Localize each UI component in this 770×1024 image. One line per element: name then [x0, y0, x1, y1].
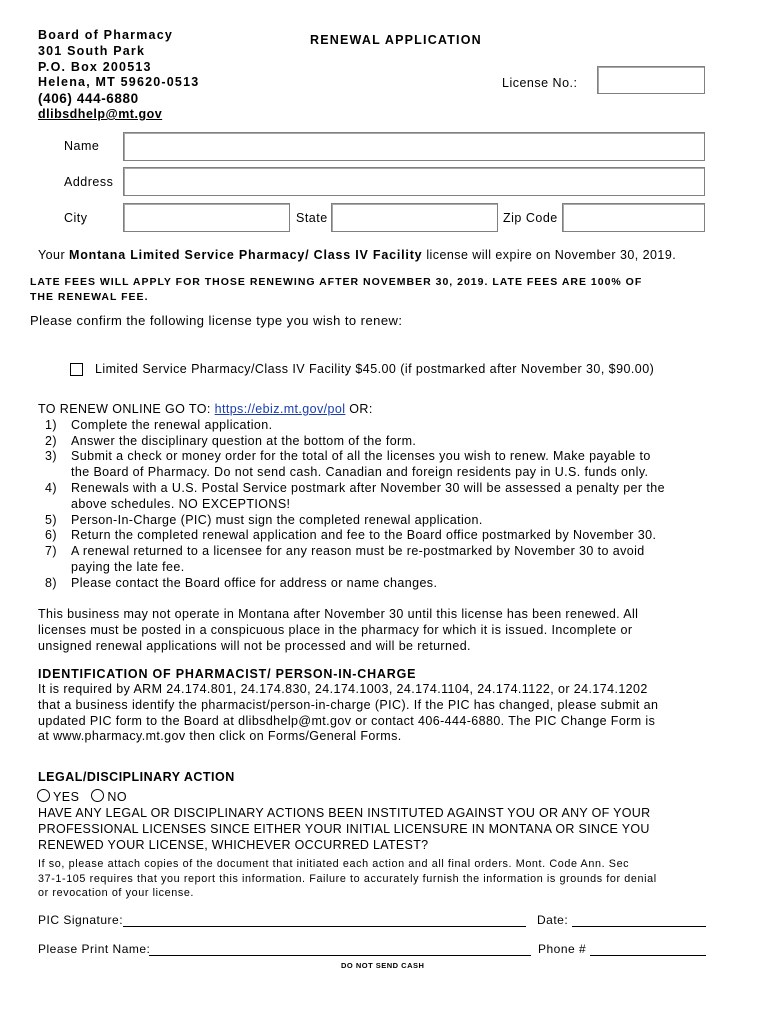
step-number: 8) — [45, 575, 57, 590]
step-number: 6) — [45, 528, 57, 543]
org-line: P.O. Box 200513 — [38, 59, 152, 74]
step-text: A renewal returned to a licensee for any reason must be re-postmarked by November 30 to avoid — [71, 544, 645, 559]
state-label: State — [296, 211, 328, 225]
business-notice — [38, 607, 638, 654]
yes-radio[interactable] — [37, 789, 50, 802]
pic-signature-label: PIC Signature: — [38, 913, 124, 927]
board-phone: (406) 444-6880 — [38, 91, 139, 107]
notice-line: unsigned renewal applications will not be processed and will be returned. — [38, 638, 471, 653]
legal-question — [38, 806, 650, 853]
pic-line: at www.pharmacy.mt.gov then click on Forms/General Forms. — [38, 729, 402, 744]
step-number: 1) — [45, 417, 57, 432]
late-fees-line: LATE FEES WILL APPLY FOR THOSE RENEWING AFTER NOVEMBER 30, 2019. LATE FEES ARE 100% OF — [30, 276, 643, 288]
notice-line: licenses must be posted in a conspicuous place in the pharmacy for which it is issued. Incomplete or — [38, 622, 633, 637]
step-text: Submit a check or money order for the total of all the licenses you wish to renew. Make payable to — [71, 449, 651, 464]
confirm-instruction: Please confirm the following license type you wish to renew: — [30, 313, 403, 328]
expire-prefix: Your — [38, 248, 69, 262]
pic-line: that a business identify the pharmacist/person-in-charge (PIC). If the PIC has changed, please submit an — [38, 697, 659, 712]
org-line: Helena, MT 59620-0513 — [38, 75, 200, 90]
license-type-checkbox[interactable] — [70, 363, 83, 376]
city-label: City — [64, 211, 88, 225]
city-input[interactable] — [123, 203, 290, 232]
footer-notice: DO NOT SEND CASH — [341, 961, 425, 970]
question-line: RENEWED YOUR LICENSE, WHICHEVER OCCURRED LATEST? — [38, 837, 429, 852]
print-name-label: Please Print Name: — [38, 942, 151, 956]
note-line: or revocation of your license. — [38, 887, 195, 900]
pic-heading: IDENTIFICATION OF PHARMACIST/ PERSON-IN-CHARGE — [38, 667, 417, 681]
online-renew-line — [38, 402, 373, 418]
date-line[interactable] — [572, 926, 706, 927]
step-text: paying the late fee. — [71, 559, 185, 574]
expiration-notice — [38, 248, 676, 262]
no-label: NO — [107, 790, 128, 804]
step-number: 5) — [45, 512, 57, 527]
online-renew-link[interactable]: https://ebiz.mt.gov/pol — [214, 402, 346, 416]
license-type-label: Limited Service Pharmacy/Class IV Facility $45.00 (if postmarked after November 30, $90.00) — [95, 362, 655, 376]
step-text: the Board of Pharmacy. Do not send cash. Canadian and foreign residents pay in U.S. funds only. — [71, 465, 649, 480]
board-address-block — [38, 28, 199, 123]
step-text: Return the completed renewal application and fee to the Board office postmarked by November 30. — [71, 528, 657, 543]
step-text: Renewals with a U.S. Postal Service postmark after November 30 will be assessed a penalty per the — [71, 480, 665, 495]
note-line: 37-1-105 requires that you report this information. Failure to accurately furnish the information is grounds for denial — [38, 872, 657, 885]
step-text: Answer the disciplinary question at the bottom of the form. — [71, 433, 417, 448]
question-line: HAVE ANY LEGAL OR DISCIPLINARY ACTIONS BEEN INSTITUTED AGAINST YOU OR ANY OF YOUR — [38, 806, 651, 820]
step-number: 2) — [45, 433, 57, 448]
org-line: 301 South Park — [38, 43, 146, 58]
note-line: If so, please attach copies of the document that initiated each action and all final orders. Mont. Code Ann. Sec — [38, 858, 630, 870]
online-suffix: OR: — [345, 402, 373, 416]
name-input[interactable] — [123, 132, 705, 161]
address-input[interactable] — [123, 167, 705, 196]
pic-line: updated PIC form to the Board at dlibsdhelp@mt.gov or contact 406-444-6880. The PIC Change Form is — [38, 713, 656, 728]
legal-heading: LEGAL/DISCIPLINARY ACTION — [38, 770, 235, 784]
name-label: Name — [64, 139, 100, 153]
step-text: Person-In-Charge (PIC) must sign the completed renewal application. — [71, 512, 483, 527]
org-line: Board of Pharmacy — [38, 28, 174, 42]
form-title: RENEWAL APPLICATION — [310, 33, 482, 47]
pic-line: It is required by ARM 24.174.801, 24.174.830, 24.174.1003, 24.174.1104, 24.174.1122, or 24.174.1202 — [38, 682, 648, 696]
step-number: 7) — [45, 544, 57, 559]
state-input[interactable] — [331, 203, 498, 232]
notice-line: This business may not operate in Montana after November 30 until this license has been renewed. All — [38, 607, 639, 621]
date-label: Date: — [537, 913, 569, 927]
legal-note — [38, 857, 657, 901]
pic-paragraph — [38, 682, 658, 745]
yes-label: YES — [53, 790, 80, 804]
step-number: 3) — [45, 449, 57, 464]
step-number: 4) — [45, 480, 57, 495]
online-prefix: TO RENEW ONLINE GO TO: — [38, 402, 215, 416]
zip-input[interactable] — [562, 203, 705, 232]
step-text: Please contact the Board office for address or name changes. — [71, 575, 438, 590]
late-fees-line: THE RENEWAL FEE. — [30, 291, 149, 303]
question-line: PROFESSIONAL LICENSES SINCE EITHER YOUR INITIAL LICENSURE IN MONTANA OR SINCE YOU — [38, 821, 650, 836]
phone-line[interactable] — [590, 955, 706, 956]
pic-signature-line[interactable] — [123, 926, 526, 927]
phone-label: Phone # — [538, 942, 587, 956]
address-label: Address — [64, 175, 114, 189]
zip-label: Zip Code — [503, 211, 558, 225]
facility-type: Montana Limited Service Pharmacy/ Class IV Facility — [68, 248, 423, 262]
license-number-input[interactable] — [597, 66, 705, 94]
board-email: dlibsdhelp@mt.gov — [38, 106, 163, 121]
step-text: above schedules. NO EXCEPTIONS! — [71, 496, 291, 511]
legal-radio-group — [37, 789, 127, 804]
expire-suffix: license will expire on November 30, 2019. — [422, 248, 677, 262]
license-number-label: License No.: — [502, 76, 578, 90]
step-text: Complete the renewal application. — [71, 417, 273, 432]
print-name-line[interactable] — [149, 955, 531, 956]
no-radio[interactable] — [91, 789, 104, 802]
